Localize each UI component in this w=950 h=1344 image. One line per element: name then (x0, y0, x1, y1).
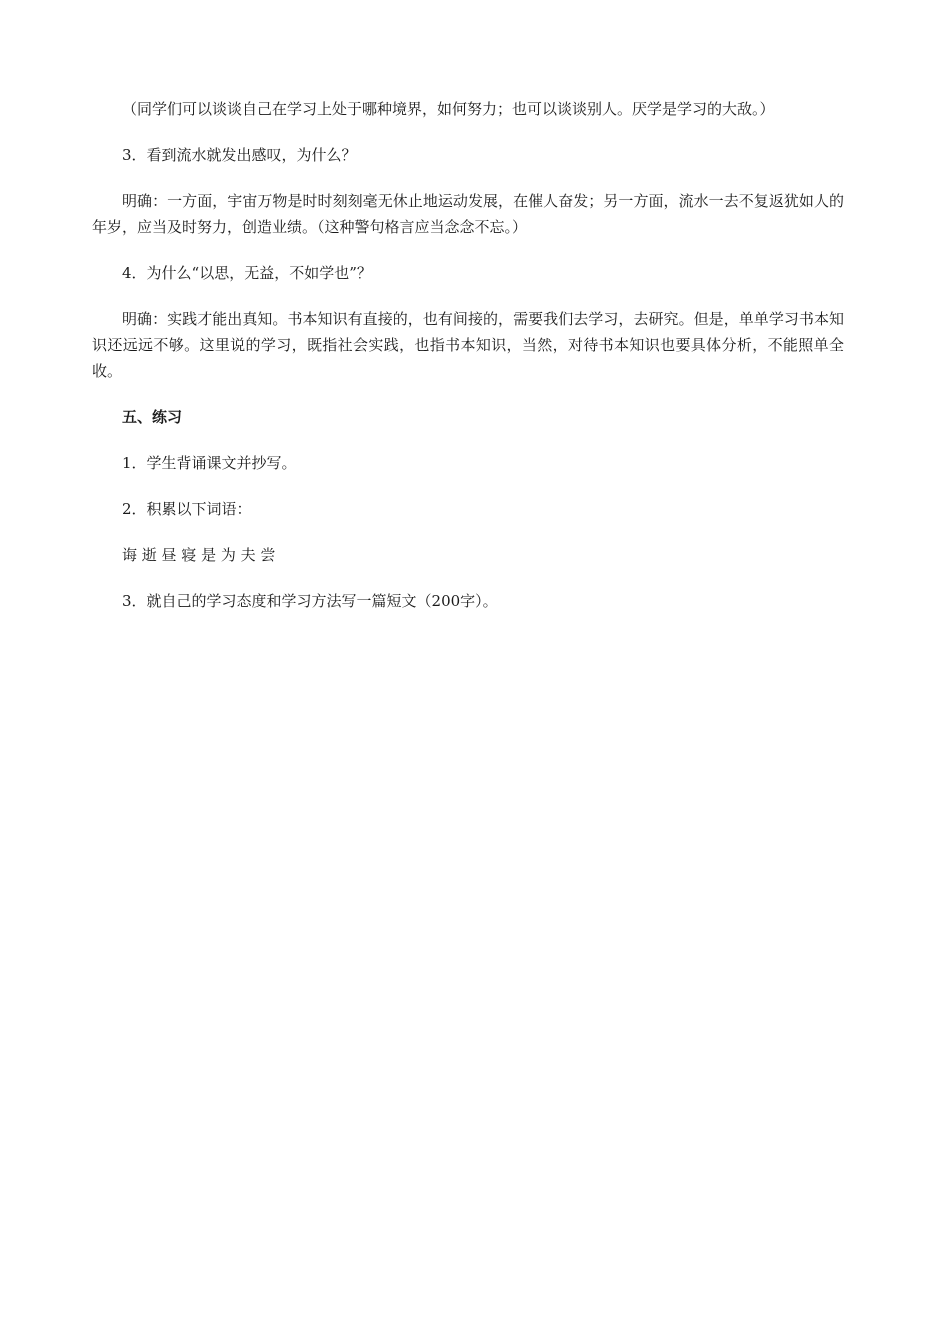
answer-3: 明确：一方面，宇宙万物是时时刻刻毫无休止地运动发展，在催人奋发；另一方面，流水一去不复返犹如人的年岁，应当及时努力，创造业绩。（这种警句格言应当念念不忘。） (92, 192, 844, 236)
exercise-2: 2．积累以下词语： (122, 500, 252, 518)
question-3: 3．看到流水就发出感叹，为什么？ (122, 146, 357, 164)
document-page (92, 96, 844, 614)
question-4: 4．为什么“以思，无益，不如学也”？ (122, 264, 372, 282)
exercise-3: 3．就自己的学习态度和学习方法写一篇短文（200字）。 (122, 592, 498, 610)
exercise-1: 1．学生背诵课文并抄写。 (122, 454, 297, 472)
paragraph-discussion-note: （同学们可以谈谈自己在学习上处于哪种境界，如何努力；也可以谈谈别人。厌学是学习的大敌。） (122, 100, 775, 118)
answer-4: 明确：实践才能出真知。书本知识有直接的，也有间接的，需要我们去学习，去研究。但是，单单学习书本知识还远远不够。这里说的学习，既指社会实践，也指书本知识，当然，对待书本知识也要具体分析，不能照单全收。 (92, 310, 844, 380)
section-heading-exercises: 五、练习 (122, 408, 183, 426)
vocabulary-list: 诲 逝 昼 寝 是 为 夫 尝 (122, 546, 276, 564)
